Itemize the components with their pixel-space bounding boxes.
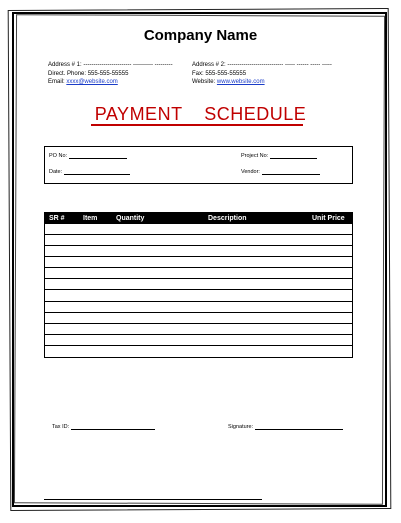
- vendor-field: [241, 169, 320, 175]
- table-row[interactable]: [45, 335, 352, 346]
- signature-field: [228, 424, 343, 430]
- contact-right: [192, 61, 332, 87]
- phone-label: Direct. Phone:: [48, 70, 87, 77]
- table-row[interactable]: [45, 268, 352, 279]
- signature-label: Signature:: [228, 424, 254, 430]
- tax-label: Tax ID:: [52, 424, 70, 430]
- date-input-line[interactable]: [64, 174, 130, 175]
- document-title: PAYMENT SCHEDULE: [94, 104, 307, 124]
- email-row: [48, 78, 173, 87]
- date-label: Date:: [49, 169, 63, 175]
- po-field: [49, 153, 127, 159]
- email-link[interactable]: xxxx@website.com: [66, 79, 118, 85]
- table-row[interactable]: [45, 324, 352, 335]
- vendor-input-line[interactable]: [262, 174, 320, 175]
- address2-value: ---------------------------- ----- ------ ----- -----: [227, 62, 332, 68]
- phone-row: [48, 70, 173, 79]
- table-row[interactable]: [45, 224, 352, 235]
- project-input-line[interactable]: [270, 158, 317, 159]
- table-row[interactable]: [45, 246, 352, 257]
- header-description: Description: [208, 214, 247, 222]
- date-field: [49, 169, 130, 175]
- schedule-table: [44, 212, 353, 358]
- table-row[interactable]: [45, 257, 352, 268]
- contact-left: [48, 61, 173, 87]
- address2-row: [192, 61, 332, 70]
- address1-row: [48, 61, 173, 70]
- table-row[interactable]: [45, 313, 352, 324]
- tax-input-line[interactable]: [71, 429, 155, 430]
- header-unit-price: Unit Price: [312, 214, 345, 222]
- table-row[interactable]: [45, 346, 352, 357]
- phone-value: 555-555-55555: [87, 70, 129, 77]
- table-row[interactable]: [45, 235, 352, 246]
- header-sr: SR #: [49, 214, 65, 222]
- tax-field: [52, 424, 155, 430]
- signature-input-line[interactable]: [255, 429, 343, 430]
- table-header: [45, 213, 352, 224]
- table-row[interactable]: [45, 291, 352, 302]
- title-underline: [91, 124, 303, 126]
- fax-row: [192, 70, 332, 79]
- website-row: [192, 78, 332, 87]
- table-row[interactable]: [45, 279, 352, 290]
- header-quantity: Quantity: [116, 214, 145, 222]
- email-label: Email:: [48, 79, 65, 85]
- company-name: Company Name: [143, 27, 258, 44]
- fax-label: Fax:: [192, 70, 204, 77]
- address1-label: Address # 1:: [48, 62, 82, 68]
- address2-label: Address # 2:: [192, 62, 226, 68]
- vendor-label: Vendor:: [241, 169, 260, 175]
- table-row[interactable]: [45, 302, 352, 313]
- fax-value: 555-555-55555: [205, 70, 247, 77]
- project-label: Project No:: [241, 153, 269, 159]
- address1-value: ------------------------ ---------- ---------: [83, 62, 173, 68]
- bottom-rule: [44, 499, 262, 500]
- website-link[interactable]: www.website.com: [216, 79, 265, 85]
- header-item: Item: [83, 214, 98, 222]
- po-label: PO No:: [49, 153, 68, 159]
- website-label: Website:: [192, 79, 216, 85]
- project-field: [241, 153, 317, 159]
- order-info-box: [44, 146, 353, 184]
- po-input-line[interactable]: [69, 158, 127, 159]
